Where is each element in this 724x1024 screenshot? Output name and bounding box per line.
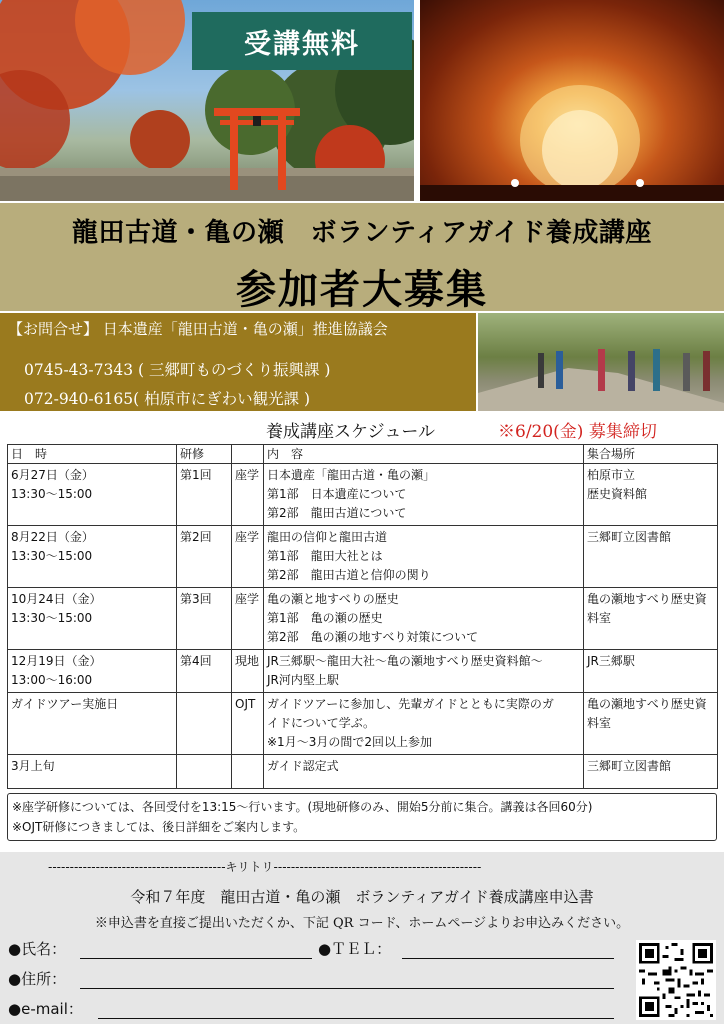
tunnel-photo xyxy=(420,0,724,201)
row-content: ガイド認定式 xyxy=(264,755,584,789)
row-date: 10月24日（金） 13:30〜15:00 xyxy=(8,588,177,650)
deadline-notice: ※6/20(金) 募集締切 xyxy=(498,422,657,442)
header-session: 研修 xyxy=(177,445,232,464)
notes-box xyxy=(7,793,717,841)
row-session: 第3回 xyxy=(177,588,232,650)
walk-illustration xyxy=(478,313,724,411)
header-place: 集合場所 xyxy=(584,445,718,464)
table-row xyxy=(8,588,718,650)
table-row xyxy=(8,650,718,693)
name-field[interactable] xyxy=(80,958,312,959)
row-type: 座学 xyxy=(232,588,264,650)
qr-code-icon xyxy=(639,943,713,1017)
table-row xyxy=(8,693,718,755)
application-title: 令和７年度 龍田古道・亀の瀬 ボランティアガイド養成講座申込書 xyxy=(130,888,594,906)
row-session: 第2回 xyxy=(177,526,232,588)
row-content: ガイドツアーに参加し、先輩ガイドとともに実際のガ イドについて学ぶ。 ※1月〜3月の間で2回以上参加 xyxy=(264,693,584,755)
header-content: 内 容 xyxy=(264,445,584,464)
schedule-table xyxy=(7,444,718,789)
row-type: OJT xyxy=(232,693,264,755)
header-date: 日 時 xyxy=(8,445,177,464)
note-lecture-reception: ※座学研修については、各回受付を13:15〜行います。(現地研修のみ、開始5分前に集合。講義は各回60分) xyxy=(12,800,593,814)
tel-field[interactable] xyxy=(402,958,614,959)
row-session: 第1回 xyxy=(177,464,232,526)
email-label: ●e-mail： xyxy=(8,1000,83,1018)
row-date: ガイドツアー実施日 xyxy=(8,693,177,755)
name-label: ●氏名： xyxy=(8,940,67,958)
row-session xyxy=(177,755,232,789)
contact-phone-sango: 0745-43-7343 ( 三郷町ものづくり振興課 ) xyxy=(24,361,331,379)
shrine-autumn-photo xyxy=(0,0,414,201)
row-date: 6月27日（金） 13:30〜15:00 xyxy=(8,464,177,526)
qr-code[interactable] xyxy=(636,940,716,1020)
tel-label: ●ＴＥＬ： xyxy=(318,940,392,958)
address-field[interactable] xyxy=(80,988,614,989)
email-field[interactable] xyxy=(98,1018,614,1019)
badge-text: 受講無料 xyxy=(244,28,360,60)
table-row xyxy=(8,755,718,789)
row-content: 日本遺産「龍田古道・亀の瀬」 第1部 日本遺産について 第2部 龍田古道について xyxy=(264,464,584,526)
free-admission-badge xyxy=(192,12,412,70)
row-session: 第4回 xyxy=(177,650,232,693)
row-date: 3月上旬 xyxy=(8,755,177,789)
schedule-title: 養成講座スケジュール xyxy=(266,422,435,442)
table-row xyxy=(8,464,718,526)
header-type xyxy=(232,445,264,464)
row-place: 三郷町立図書館 xyxy=(584,526,718,588)
row-place: 亀の瀬地すべり歴史資料室 xyxy=(584,693,718,755)
row-content: JR三郷駅〜龍田大社〜亀の瀬地すべり歴史資料館〜 JR河内堅上駅 xyxy=(264,650,584,693)
row-place: 柏原市立 歴史資料館 xyxy=(584,464,718,526)
cut-line: -----------------------------------------キリトリ------------------------------------------------ xyxy=(48,860,482,874)
recruitment-headline: 参加者大募集 xyxy=(236,266,488,313)
row-date: 8月22日（金） 13:30〜15:00 xyxy=(8,526,177,588)
course-title: 龍田古道・亀の瀬 ボランティアガイド養成講座 xyxy=(72,218,652,248)
row-place: JR三郷駅 xyxy=(584,650,718,693)
row-content: 亀の瀬と地すべりの歴史 第1部 亀の瀬の歴史 第2部 亀の瀬の地すべり対策について xyxy=(264,588,584,650)
guided-walk-photo xyxy=(478,313,724,411)
row-date: 12月19日（金） 13:00〜16:00 xyxy=(8,650,177,693)
row-session xyxy=(177,693,232,755)
contact-phone-kashiwara: 072-940-6165( 柏原市にぎわい観光課 ) xyxy=(24,390,311,408)
row-place: 三郷町立図書館 xyxy=(584,755,718,789)
table-header-row xyxy=(8,445,718,464)
row-type: 座学 xyxy=(232,464,264,526)
tunnel-illustration xyxy=(420,0,724,201)
row-place: 亀の瀬地すべり歴史資料室 xyxy=(584,588,718,650)
row-content: 龍田の信仰と龍田古道 第1部 龍田大社とは 第2部 龍田古道と信仰の関り xyxy=(264,526,584,588)
contact-heading: 【お問合せ】 日本遺産「龍田古道・亀の瀬」推進協議会 xyxy=(8,320,388,338)
application-instruction: ※申込書を直接ご提出いただくか、下記 QR コード、ホームページよりお申込みください。 xyxy=(94,916,630,931)
table-row xyxy=(8,526,718,588)
row-type xyxy=(232,755,264,789)
row-type: 座学 xyxy=(232,526,264,588)
row-type: 現地 xyxy=(232,650,264,693)
address-label: ●住所： xyxy=(8,970,67,988)
note-ojt: ※OJT研修につきましては、後日詳細をご案内します。 xyxy=(12,820,306,834)
